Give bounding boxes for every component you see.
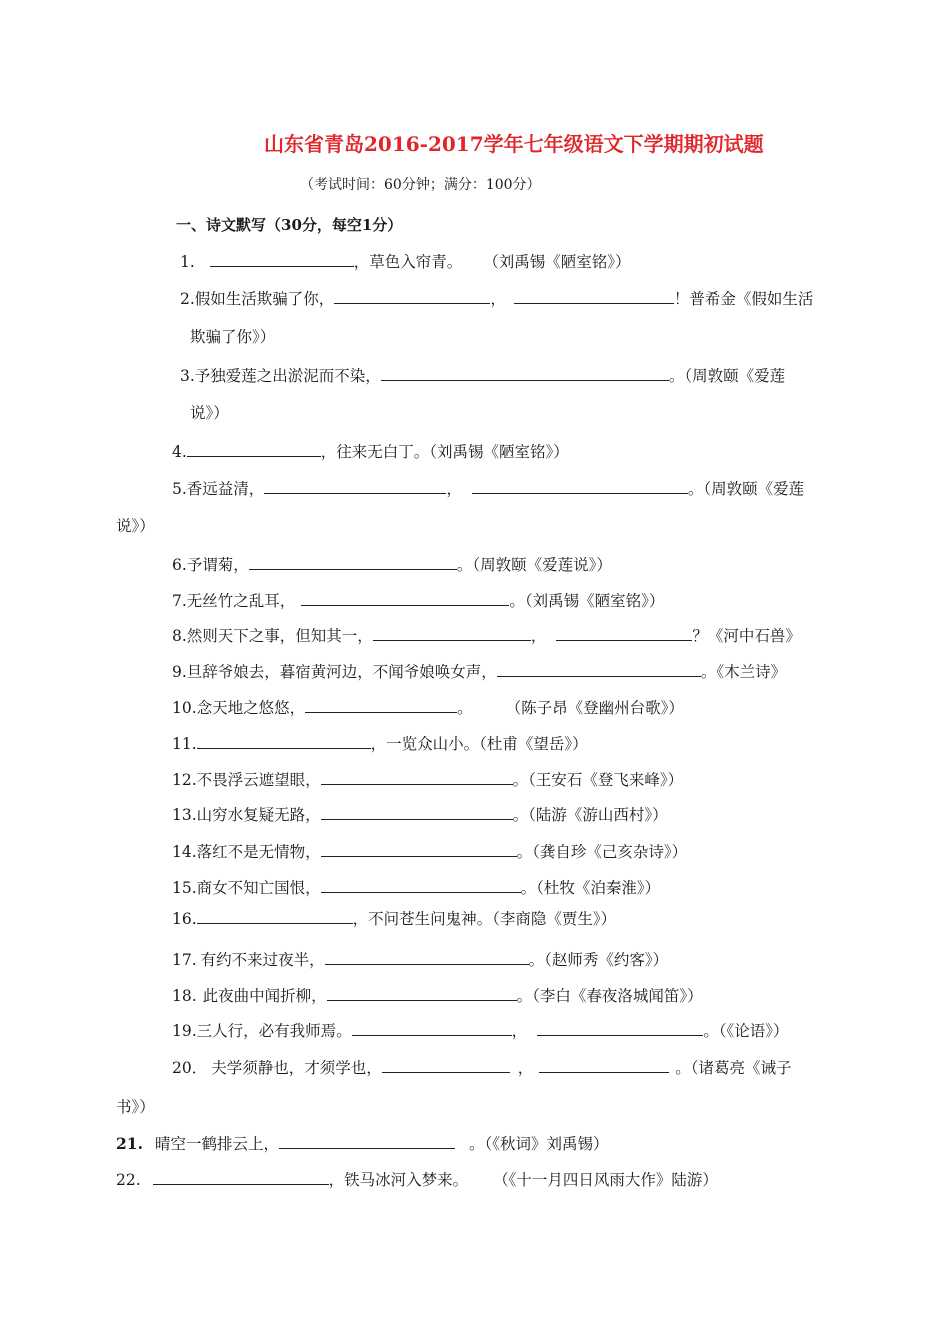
- question-16: 16. ，不问苍生问鬼神。（李商隐《贾生》）: [172, 907, 616, 929]
- answer-blank[interactable]: [153, 1168, 329, 1185]
- question-17: 17. 有约不来过夜半， 。（赵师秀《约客》）: [172, 948, 668, 970]
- answer-blank[interactable]: [210, 250, 354, 267]
- question-1: 1. ，草色入帘青。 （刘禹锡《陋室铭》）: [180, 250, 630, 272]
- answer-blank[interactable]: [556, 624, 692, 641]
- answer-blank[interactable]: [381, 364, 669, 381]
- question-4: 4. ，往来无白丁。（刘禹锡《陋室铭》）: [172, 440, 569, 462]
- question-11: 11. ，一览众山小。（杜甫《望岳》）: [172, 732, 588, 754]
- answer-blank[interactable]: [321, 876, 521, 893]
- answer-blank[interactable]: [352, 1019, 512, 1036]
- answer-blank[interactable]: [187, 440, 321, 457]
- answer-blank[interactable]: [373, 624, 531, 641]
- question-2: 2.假如生活欺骗了你， ， ！普希金《假如生活: [180, 287, 813, 309]
- answer-blank[interactable]: [321, 840, 517, 857]
- question-5-continuation: 说》）: [116, 517, 155, 535]
- question-14: 14.落红不是无情物， 。（龚自珍《己亥杂诗》）: [172, 840, 687, 862]
- section-heading: 一、诗文默写（30分，每空1分）: [176, 216, 403, 234]
- answer-blank[interactable]: [539, 1056, 669, 1073]
- answer-blank[interactable]: [197, 907, 353, 924]
- answer-blank[interactable]: [514, 287, 674, 304]
- question-6: 6.予谓菊， 。（周敦颐《爱莲说》）: [172, 553, 612, 575]
- question-20-continuation: 书》）: [116, 1098, 155, 1116]
- answer-blank[interactable]: [327, 984, 517, 1001]
- page-title: 山东省青岛2016-2017学年七年级语文下学期期初试题: [264, 132, 764, 156]
- answer-blank[interactable]: [497, 660, 701, 677]
- answer-blank[interactable]: [305, 696, 457, 713]
- question-15: 15.商女不知亡国恨， 。（杜牧《泊秦淮》）: [172, 876, 660, 898]
- question-13: 13.山穷水复疑无路， 。（陆游《游山西村》）: [172, 803, 668, 825]
- answer-blank[interactable]: [325, 948, 529, 965]
- answer-blank[interactable]: [321, 768, 513, 785]
- answer-blank[interactable]: [321, 803, 513, 820]
- question-9: 9.旦辞爷娘去，暮宿黄河边，不闻爷娘唤女声， 。《木兰诗》: [172, 660, 786, 682]
- question-18: 18. 此夜曲中闻折柳， 。（李白《春夜洛城闻笛》）: [172, 984, 703, 1006]
- question-22: 22. ，铁马冰河入梦来。 （《十一月四日风雨大作》陆游）: [116, 1168, 718, 1190]
- question-3-continuation: 说》）: [190, 404, 229, 422]
- question-2-continuation: 欺骗了你》）: [190, 328, 276, 346]
- answer-blank[interactable]: [264, 477, 446, 494]
- answer-blank[interactable]: [279, 1132, 455, 1149]
- question-10: 10.念天地之悠悠， 。 （陈子昂《登幽州台歌》）: [172, 696, 684, 718]
- question-19: 19.三人行，必有我师焉。 ， 。（《论语》）: [172, 1019, 788, 1041]
- question-12: 12.不畏浮云遮望眼， 。（王安石《登飞来峰》）: [172, 768, 683, 790]
- question-20: 20． 夫学须静也，才须学也， ， 。（诸葛亮《诫子: [172, 1056, 792, 1078]
- question-7: 7.无丝竹之乱耳， 。（刘禹锡《陋室铭》）: [172, 589, 664, 611]
- answer-blank[interactable]: [334, 287, 490, 304]
- exam-info: （考试时间：60分钟；满分：100分）: [300, 177, 541, 193]
- answer-blank[interactable]: [472, 477, 688, 494]
- question-3: 3.予独爱莲之出淤泥而不染， 。（周敦颐《爱莲: [180, 364, 785, 386]
- answer-blank[interactable]: [537, 1019, 703, 1036]
- answer-blank[interactable]: [249, 553, 457, 570]
- answer-blank[interactable]: [197, 732, 371, 749]
- question-8: 8.然则天下之事，但知其一， ， ？《河中石兽》: [172, 624, 801, 646]
- answer-blank[interactable]: [301, 589, 509, 606]
- question-21: 21. 晴空一鹤排云上， 。（《秋词》刘禹锡）: [116, 1134, 609, 1153]
- answer-blank[interactable]: [382, 1056, 510, 1073]
- question-5: 5.香远益清， ， 。（周敦颐《爱莲: [172, 477, 804, 499]
